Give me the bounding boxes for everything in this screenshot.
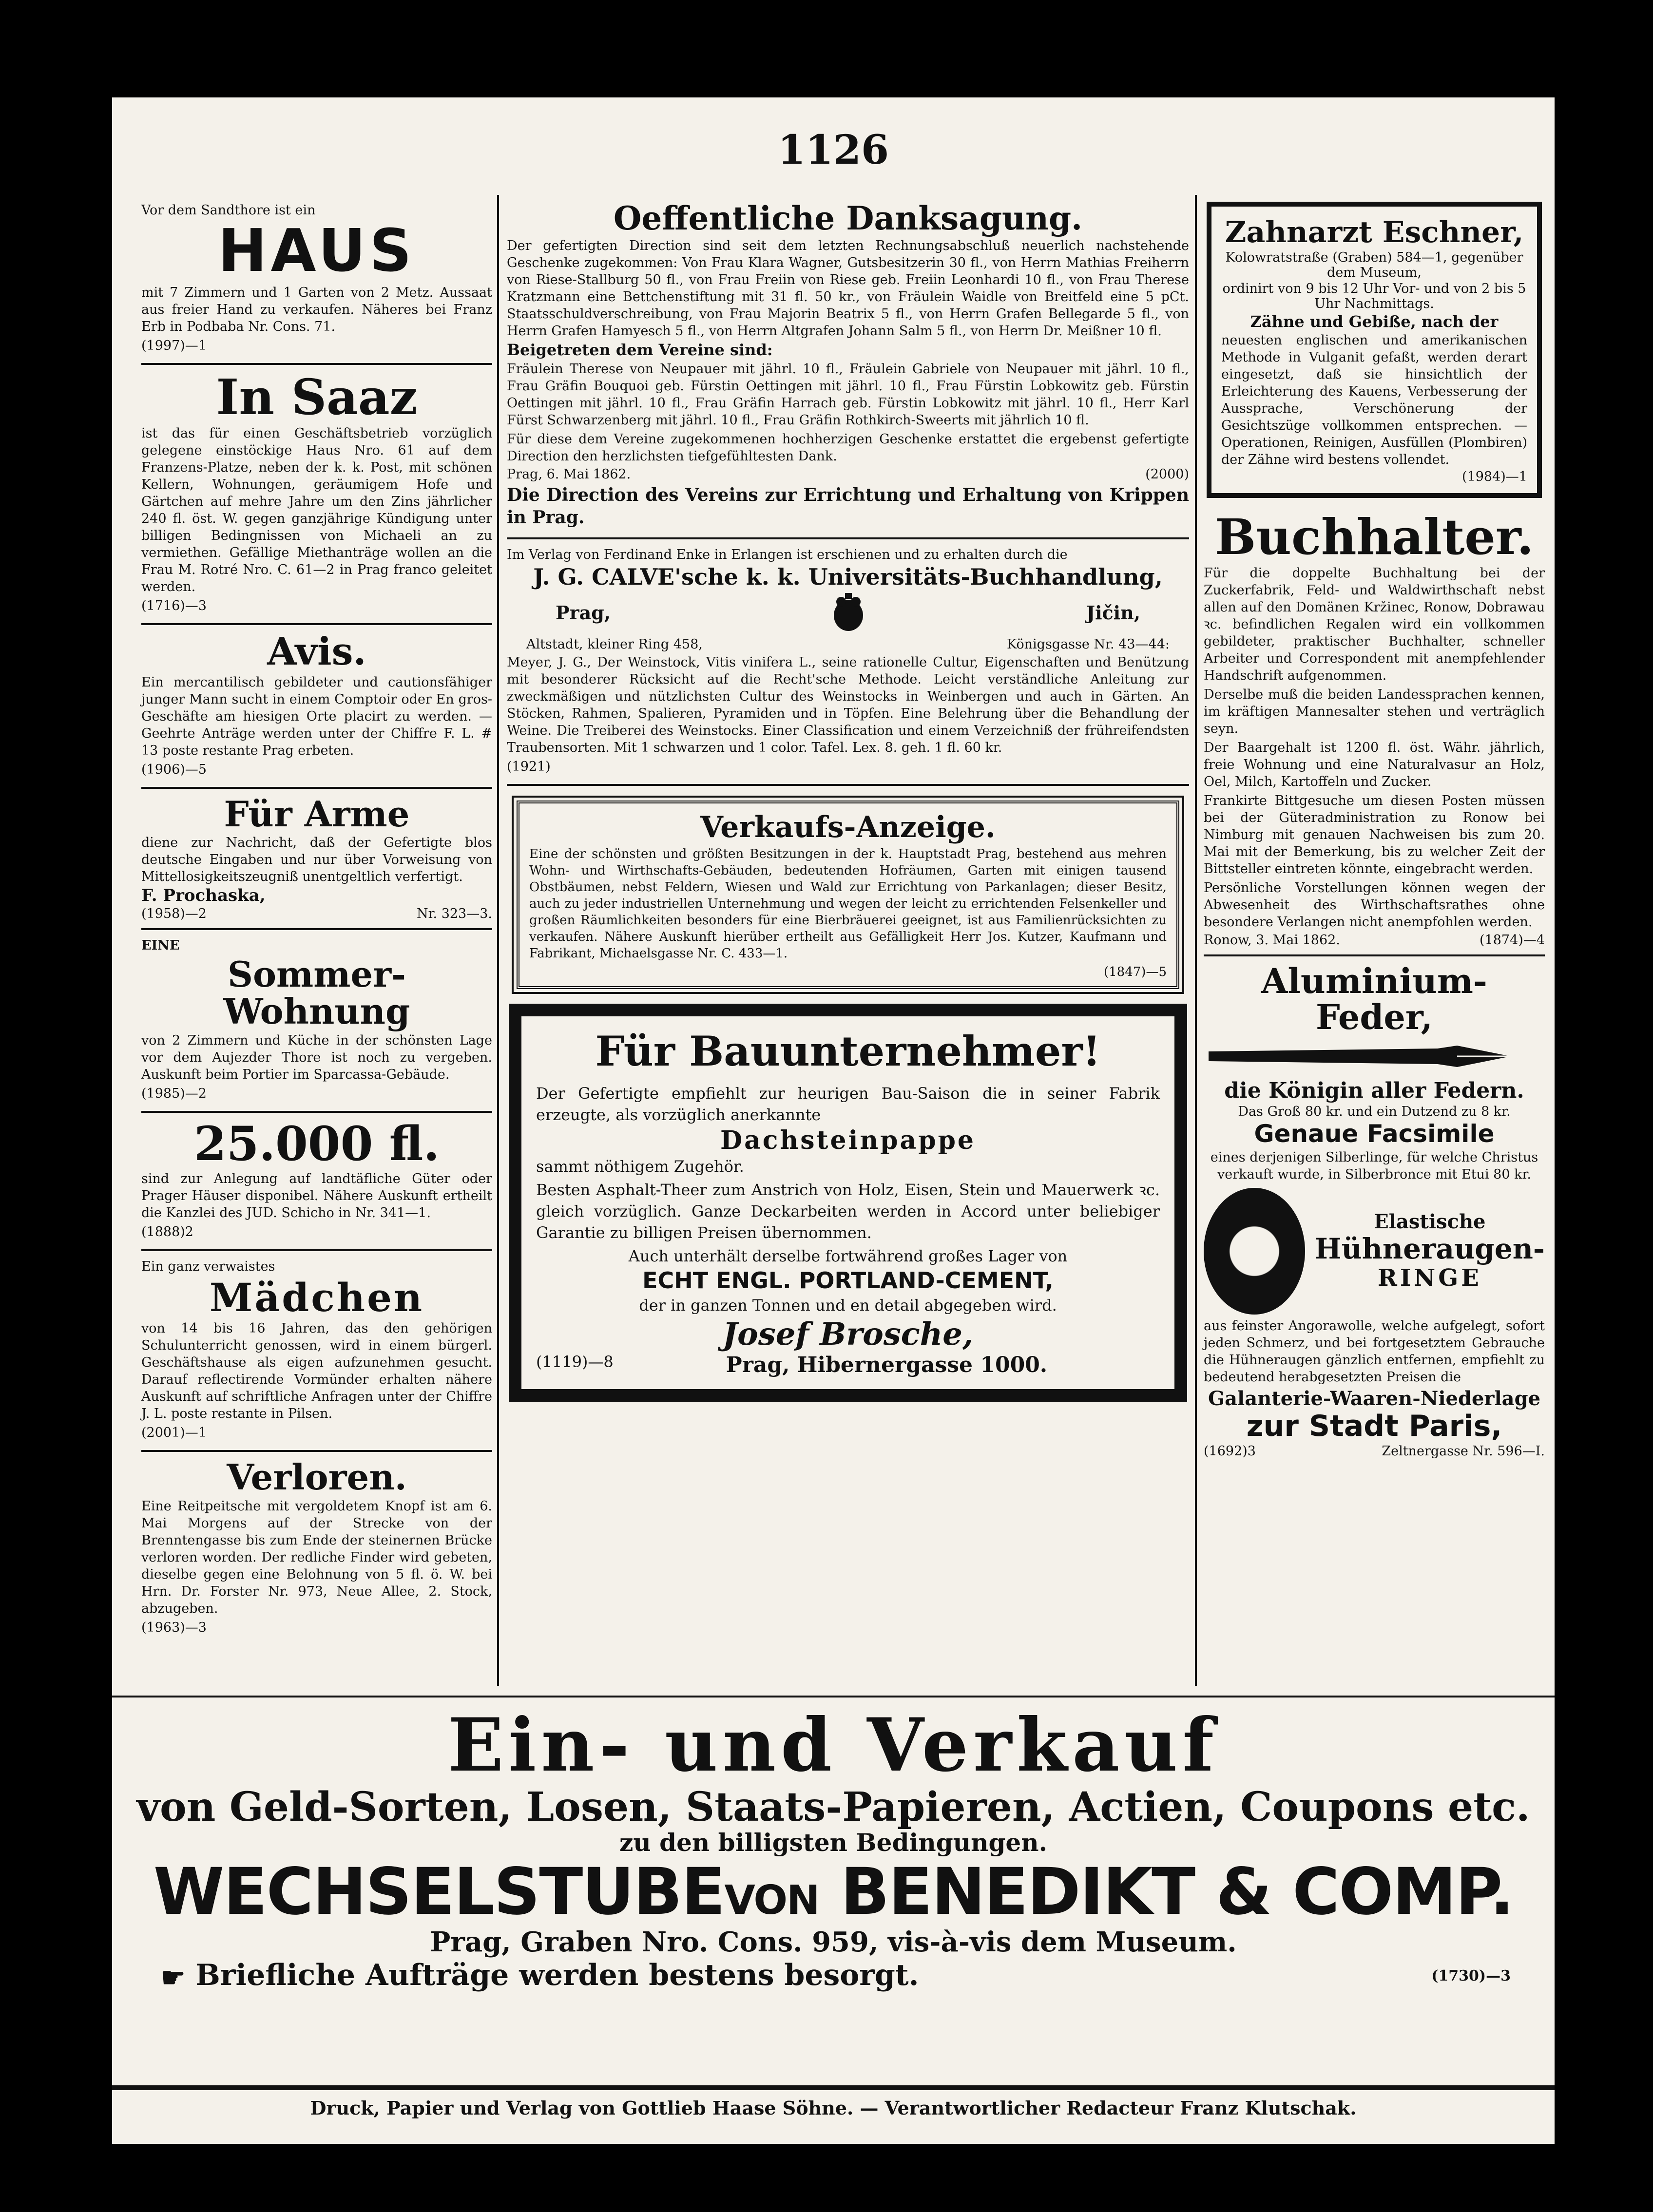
ad-ref: (1921)	[507, 759, 551, 774]
newspaper-page	[112, 97, 1555, 2144]
ad-subtitle: die Königin aller Federn.	[1224, 1078, 1524, 1103]
firm-name-part: VON	[724, 1877, 819, 1924]
ad-title: Verloren.	[227, 1456, 407, 1498]
ad-name: Josef Brosche,	[722, 1316, 974, 1353]
ad-bauunternehmer	[509, 1004, 1187, 1402]
ad-ref: (1958)—2	[141, 906, 207, 922]
ad-note: Briefliche Aufträge werden bestens besorgt.	[195, 1958, 919, 1993]
column-right	[1204, 195, 1545, 1459]
ad-text: von 2 Zimmern und Küche in der schönsten Lage vor dem Aujezder Thore ist noch zu vergeben. Auskunft beim Portier im Sparcassa-Gebäude.	[141, 1032, 492, 1082]
ad-city: Prag,	[556, 602, 611, 624]
ad-address: Zeltnergasse Nr. 596—I.	[1382, 1443, 1545, 1459]
ad-calve	[507, 539, 1189, 785]
ad-sommer-wohnung	[141, 930, 492, 1112]
ad-ref: (2000)	[1145, 467, 1189, 482]
ad-date: Prag, 6. Mai 1862.	[507, 467, 631, 482]
ad-firm: J. G. CALVE'sche k. k. Universitäts-Buchhandlung,	[533, 564, 1163, 591]
ad-zahnarzt	[1207, 202, 1542, 498]
ad-danksagung	[507, 195, 1189, 539]
ad-title: In Saaz	[216, 368, 418, 426]
ad-geld	[141, 1113, 492, 1252]
ad-hours: ordinirt von 9 bis 12 Uhr Vor- und von 2 bis 5 Uhr Nachmittags.	[1222, 281, 1526, 311]
ad-title: RINGE	[1377, 1264, 1482, 1292]
ad-text: mit 7 Zimmern und 1 Garten von 2 Metz. Aussaat aus freier Hand zu verkaufen. Näheres bei Franz Erb in Podbaba Nr. Cons. 71.	[141, 285, 492, 334]
column-rule	[497, 195, 499, 1686]
ad-ringe	[1204, 1188, 1545, 1459]
ad-text: Fräulein Therese von Neupauer mit jährl. 10 fl., Fräulein Gabriele von Neupauer mit jährl. 10 fl., Frau Gräfin Bouquoi geb. Fürstin Oettingen mit jährl. 10 fl., Frau Fürstin Lobkowitz geb. Fürstin Oettingen mit jährl. 10 fl., Frau Gräfin Harrach geb. Fürstin Lobkowitz mit jährl. 10 fl., Herr Karl Fürst Schwarzenberg mit jährl. 10 fl., Frau Gräfin Rothkirch-Sweerts mit jährlich 10 fl.	[507, 362, 1189, 428]
ad-title: Sommer-Wohnung	[223, 953, 410, 1032]
ad-text: diene zur Nachricht, daß der Gefertigte blos deutsche Eingaben und nur über Vorweisung von Mittellosigkeitszeugniß unentgeltlich verfertigt.	[141, 835, 492, 885]
ad-ref: (1906)—5	[141, 762, 207, 777]
ad-feder	[1204, 956, 1545, 1183]
ad-title: Elastische	[1374, 1210, 1486, 1234]
ad-intro: Ein ganz verwaistes	[141, 1259, 275, 1275]
ad-saaz	[141, 365, 492, 625]
corn-ring-icon	[1204, 1188, 1305, 1315]
ad-text: Ein mercantilisch gebildeter und cautionsfähiger junger Mann sucht in einem Comptoir oder En gros-Geschäfte am hiesigen Orte placirt zu werden. — Geehrte Anträge werden unter der Chiffre F. L. # 13 poste restante Prag erbeten.	[141, 674, 492, 758]
ad-title: Oeffentliche Danksagung.	[613, 199, 1083, 237]
ad-text: von 14 bis 16 Jahren, das den gehörigen Schulunterricht genossen, wird in einem bürgerl. Geschäftshause als eigen aufzunehmen gesucht. Darauf reflectirende Vormünder erhalten nähere Auskunft auf schriftliche Anfragen unter der Chiffre J. L. poste restante in Pilsen.	[141, 1321, 492, 1422]
ad-ref: (1119)—8	[536, 1352, 614, 1371]
ad-text: Der gefertigten Direction sind seit dem letzten Rechnungsabschluß neuerlich nachstehende Geschenke zugekommen: Von Frau Klara Wagner, Gutsbesitzerin 30 fl., von Herrn Mathias Freiherrn von Riese-Stallburg 50 fl., von Frau Freiin von Riese geb. Freiin Leonhardi 10 fl., von Frau Therese Kratzmann eine Bettchenstiftung mit 31 fl. 50 kr., von Fräulein Waidle von Breitfeld eine 5 pCt. Staatsschuldverschreibung, von Frau Majorin Beatrix 5 fl., von Herrn Grafen Bellegarde 5 fl., von Herrn Grafen Hamyesch 5 fl., von Herrn Altgrafen Johann Salm 5 fl., von Herrn Dr. Meißner 10 fl.	[507, 238, 1189, 339]
ad-title: Für Bauunternehmer!	[595, 1027, 1101, 1075]
ad-text: Eine der schönsten und größten Besitzungen in der k. Hauptstadt Prag, bestehend aus mehren Wohn- und Wirthschafts-Gebäuden, bedeutenden Hofräumen, Garten mit einigen tausend Obstbäumen, nebst Feldern, Wiesen und Wald zur Errichtung von Parkanlagen; dieser Besitz, auch zu jeder industriellen Unternehmung und wegen der leicht zu errichtenden Felsenkeller und großen Räumlichkeiten besonders für eine Bierbräuerei geeignet, ist aus Familienrücksichten zu verkaufen. Nähere Auskunft hierüber ertheilt aus Gefälligkeit Herr Jos. Kutzer, Kaufmann und Fabrikant, Michaelsgasse Nr. C. 433—1.	[529, 846, 1167, 961]
ad-subtitle: Beigetreten dem Vereine sind:	[507, 341, 773, 360]
ad-title: Für Arme	[224, 793, 410, 835]
ad-address: Prag, Graben Nro. Cons. 959, vis-à-vis dem Museum.	[430, 1926, 1237, 1958]
ad-verkaufs-anzeige	[517, 801, 1179, 989]
ad-text: Persönliche Vorstellungen können wegen der Abwesenheit des Wirthschaftsrathes ohne besondere Verlangen nicht anempfohlen werden.	[1204, 880, 1545, 930]
column-left	[141, 195, 492, 1645]
ad-arme	[141, 789, 492, 931]
ad-title: Ein- und Verkauf	[448, 1702, 1219, 1788]
ad-text: Für diese dem Vereine zugekommenen hochherzigen Geschenke erstattet die ergebenst gefertigte Direction den herzlichsten tiefgefühltesten Dank.	[507, 432, 1189, 464]
ad-title: Verkaufs-Anzeige.	[700, 810, 996, 844]
ad-text: aus feinster Angorawolle, welche aufgelegt, sofort jeden Schmerz, und bei fortgesetztem Gebrauche die Hühneraugen gänzlich entfernen, empfiehlt zu bedeutend herabgesetzten Preisen die	[1204, 1318, 1545, 1385]
pointing-hand-icon: ☛	[161, 1961, 186, 1994]
ad-subtitle: von Geld-Sorten, Losen, Staats-Papieren, Actien, Coupons etc.	[136, 1783, 1530, 1831]
ad-title: Mädchen	[209, 1275, 424, 1321]
ad-title: Aluminium-Feder,	[1261, 961, 1487, 1037]
ad-title: HAUS	[218, 217, 416, 285]
ad-subtitle: zu den billigsten Bedingungen.	[619, 1828, 1047, 1857]
column-rule	[1195, 195, 1197, 1686]
ad-text: ist das für einen Geschäftsbetrieb vorzüglich gelegene einstöckige Haus Nro. 61 auf dem Franzens-Platze, neben der k. k. Post, mit schönen Kellern, Wohnungen, geräumigem Hofe und Gärtchen auf mehre Jahre um den Zins jährlicher 240 fl. öst. W. gegen ganzjährige Kündigung unter billigen Bedingnissen von Michaeli an zu vermiethen. Gefällige Miethanträge wollen an die Frau M. Rotré Nro. C. 61—2 in Prag franco geleitet werden.	[141, 426, 492, 594]
ad-text: neuesten englischen und amerikanischen Methode in Vulganit gefaßt, werden derart eingesetzt, daß sie hinsichtlich der Erleichterung des Kauens, Verbesserung der Aussprache, Verschönerung der Gesichtszüge vollkommen entsprechen. — Operationen, Reinigen, Ausfüllen (Plombiren) der Zähne wird bestens vollendet.	[1221, 333, 1527, 467]
ad-text: Derselbe muß die beiden Landessprachen kennen, im kräftigen Mannesalter stehen und verträglich seyn.	[1204, 687, 1545, 736]
ad-maedchen	[141, 1251, 492, 1452]
firm-name-part: BENEDIKT & COMP.	[840, 1854, 1514, 1930]
ad-title: Avis.	[267, 629, 366, 674]
ad-text: Meyer, J. G., Der Weinstock, Vitis vinifera L., seine rationelle Cultur, Eigenschaften und Benützung mit besonderer Rücksicht auf die Recht'sche Methode. Leicht verständliche Anleitung zur zweckmäßigen und nützlichsten Cultur des Weinstocks in Weinbergen und auch in Gärten. An Stöcken, Rahmen, Spalieren, Pyramiden und in Töpfen. Eine Belehrung über die Behandlung der Weine. Die Treiberei des Weinstocks. Einer Classification und einem Verzeichniß der frühreifendsten Traubensorten. Mit 1 schwarzen und 1 color. Tafel. Lex. 8. geh. 1 fl. 60 kr.	[507, 654, 1189, 755]
firm-name-part: WECHSELSTUBE	[153, 1854, 725, 1930]
ad-title: 25.000 fl.	[193, 1116, 440, 1171]
ad-subtitle: Zähne und Gebiße, nach der	[1250, 312, 1499, 331]
ad-intro: EINE	[141, 938, 180, 953]
ad-avis	[141, 625, 492, 789]
ad-date: Ronow, 3. Mai 1862.	[1204, 933, 1340, 948]
ad-text: Für die doppelte Buchhaltung bei der Zuckerfabrik, Feld- und Waldwirthschaft nebst allen auf den Domänen Kržinec, Ronow, Dobrawau ꝛc. befindlichen Regalen wird ein vollkommen gebildeter, praktischer Buchhalter, schneller Arbeiter und Correspondent mit anempfehlender Handschrift aufgenommen.	[1204, 566, 1545, 683]
ad-signature: F. Prochaska,	[141, 886, 266, 906]
pen-nib-icon	[1204, 1042, 1516, 1071]
imprint-footer: Druck, Papier und Verlag von Gottlieb Haase Söhne. — Verantwortlicher Redacteur Franz Klutschak.	[112, 2085, 1555, 2119]
ad-address: Altstadt, kleiner Ring 458,	[526, 636, 703, 652]
ad-haus	[141, 195, 492, 365]
ad-text: sammt nöthigem Zugehör.	[536, 1157, 744, 1176]
ad-firm	[112, 1854, 1555, 1930]
ad-ref: (1847)—5	[1104, 964, 1167, 979]
ad-wechselstube	[112, 1696, 1555, 1994]
ad-name: zur Stadt Paris,	[1246, 1409, 1502, 1443]
ad-intro: Vor dem Sandthore ist ein	[141, 203, 316, 218]
ad-ref: (1874)—4	[1480, 933, 1545, 948]
ad-text: Auch unterhält derselbe fortwährend großes Lager von	[628, 1247, 1068, 1266]
ad-product: Dachsteinpappe	[720, 1125, 976, 1155]
ad-ref: (1888)2	[141, 1224, 193, 1240]
ad-ref: (1730)—3	[1431, 1967, 1511, 1985]
ad-buchhalter	[1204, 505, 1545, 956]
ad-text: Besten Asphalt-Theer zum Anstrich von Holz, Eisen, Stein und Mauerwerk ꝛc. gleich vorzüglich. Ganze Deckarbeiten werden in Accord unter beliebiger Garantie zu billigen Preisen übernommen.	[536, 1181, 1160, 1242]
ad-cement: ECHT ENGL. PORTLAND-CEMENT,	[642, 1267, 1054, 1294]
ad-intro: Im Verlag von Ferdinand Enke in Erlangen ist erschienen und zu erhalten durch die	[507, 547, 1068, 563]
ad-text: Frankirte Bittgesuche um diesen Posten müssen bei der Güteradministration zu Ronow bei Nimburg mit genauen Nachweisen bis zum 20. Mai mit der Bemerkung, bis zu welcher Zeit der Bittsteller eintreten könnte, eingebracht werden.	[1204, 793, 1545, 877]
ad-title: Hühneraugen-	[1314, 1232, 1545, 1266]
ad-text: Der Gefertigte empfiehlt zur heurigen Bau-Saison die in seiner Fabrik erzeugte, als vorzüglich anerkannte	[536, 1084, 1160, 1124]
ad-text: Der Baargehalt ist 1200 fl. öst. Währ. jährlich, freie Wohnung und eine Naturalvasur an Holz, Oel, Milch, Kartoffeln und Zucker.	[1204, 740, 1545, 789]
ad-ref: (1963)—3	[141, 1620, 207, 1636]
ad-address: Kolowratstraße (Graben) 584—1, gegenüber dem Museum,	[1225, 250, 1523, 280]
ad-text: eines derjenigen Silberlinge, für welche Christus verkauft wurde, in Silberbronce mit Etui 80 kr.	[1210, 1149, 1538, 1182]
ad-address: Königsgasse Nr. 43—44:	[1006, 636, 1170, 652]
ad-shop: Galanterie-Waaren-Niederlage	[1208, 1387, 1541, 1410]
ad-title: Buchhalter.	[1214, 508, 1534, 566]
ad-price: Das Groß 80 kr. und ein Dutzend zu 8 kr.	[1238, 1104, 1511, 1120]
ad-text: Eine Reitpeitsche mit vergoldetem Knopf ist am 6. Mai Morgens auf der Strecke von der Brenntengasse bis zum Ende der steinernen Brücke verloren worden. Der redliche Finder wird gebeten, dieselbe gegen eine Belohnung von 5 fl. ö. W. bei Hrn. Dr. Forster Nr. 973, Neue Allee, 2. Stock, abzugeben.	[141, 1499, 492, 1617]
page-number: 1126	[777, 127, 889, 173]
ad-ref: (1997)—1	[141, 338, 207, 353]
ad-signature: Die Direction des Vereins zur Errichtung und Erhaltung von Krippen in Prag.	[507, 485, 1189, 528]
ad-text: sind zur Anlegung auf landtäfliche Güter oder Prager Häuser disponibel. Nähere Auskunft ertheilt die Kanzlei des JUD. Schicho in Nr. 341—1.	[141, 1171, 492, 1221]
ad-address: Nr. 323—3.	[416, 906, 492, 922]
eagle-crest-icon	[826, 591, 870, 635]
ad-ref: (1692)3	[1204, 1443, 1256, 1459]
ad-city: Jičin,	[1086, 602, 1140, 624]
ad-title: Zahnarzt Eschner,	[1225, 215, 1524, 249]
column-center	[507, 195, 1189, 1413]
ad-text: der in ganzen Tonnen und en detail abgegeben wird.	[639, 1296, 1057, 1315]
ad-ref: (1985)—2	[141, 1086, 207, 1101]
ad-ref: (1984)—1	[1462, 469, 1527, 484]
ad-verloren	[141, 1452, 492, 1645]
ad-facsimile: Genaue Facsimile	[1254, 1120, 1495, 1148]
ad-ref: (2001)—1	[141, 1425, 207, 1441]
ad-ref: (1716)—3	[141, 598, 207, 613]
ad-address: Prag, Hibernergasse 1000.	[726, 1352, 1048, 1377]
